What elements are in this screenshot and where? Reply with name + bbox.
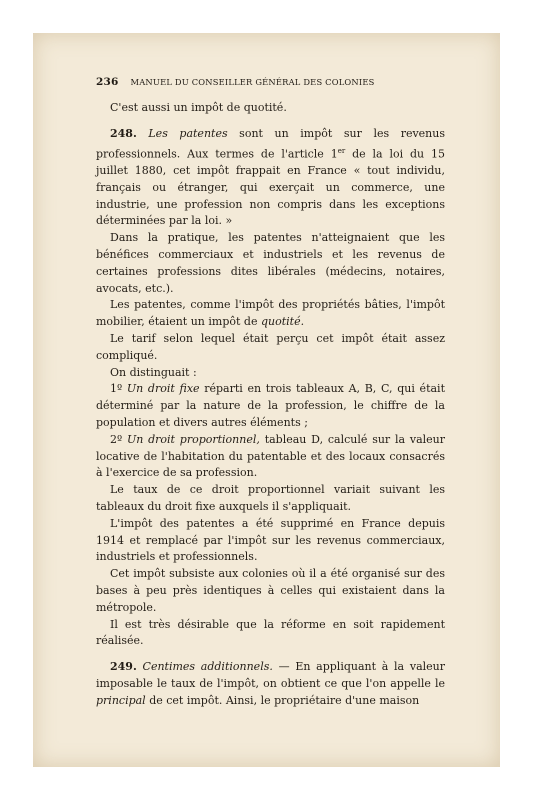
paragraph: Il est très désirable que la réforme en soit rapidement réalisée. <box>96 617 445 648</box>
paragraph: Le tarif selon lequel était perçu cet impôt était assez compliqué. <box>96 332 445 362</box>
running-title: MANUEL DU CONSEILLER GÉNÉRAL DES COLONIES <box>130 77 375 87</box>
paragraph: Cet impôt subsiste aux colonies où il a été organisé sur des bases à peu près identiques à celles qui existaient dans la métropole. <box>96 567 445 614</box>
section-number: 248. <box>110 126 137 140</box>
paragraph-248: 248. Les patentes sont un impôt sur les revenus professionnels. Aux termes de l'article 1er de la loi du 15 juillet 1880, cet impôt frappait en France « tout individu, français ou étranger, qui exerçait un commerce, une industrie, une profession non compris dans les exceptions déterminées par la loi. » <box>96 126 445 228</box>
paragraph: Les patentes, comme l'impôt des propriétés bâties, l'impôt mobilier, étaient un impôt de quotité. <box>96 298 445 329</box>
paragraph: Le taux de ce droit proportionnel variait suivant les tableaux du droit fixe auxquels il s'appliquait. <box>96 483 445 513</box>
paragraph: C'est aussi un impôt de quotité. <box>110 101 287 114</box>
page-number: 236 <box>96 76 119 88</box>
paragraph: Dans la pratique, les patentes n'atteignaient que les bénéfices commerciaux et industriels et les revenus de certaines professions dites libérales (médecins, notaires, avocats, etc.). <box>96 231 445 295</box>
body-text <box>96 100 445 710</box>
paragraph: On distinguait : <box>110 365 197 379</box>
paragraph-249: 249. Centimes additionnels. — En appliquant à la valeur imposable le taux de l'impôt, on obtient ce que l'on appelle le principal de cet impôt. Ainsi, le propriétaire d'une maison <box>96 660 445 707</box>
list-item: 2º Un droit proportionnel, tableau D, calculé sur la valeur locative de l'habitation du patentable et des locaux consacrés à l'exercice de sa profession. <box>96 432 446 480</box>
section-title: Les patentes <box>148 126 228 140</box>
section-title: Centimes additionnels. <box>142 660 273 674</box>
running-header <box>96 76 446 88</box>
paragraph: L'impôt des patentes a été supprimé en France depuis 1914 et remplacé par l'impôt sur les revenus commerciaux, industriels et professionnels. <box>96 516 445 564</box>
section-number: 249. <box>110 660 137 674</box>
list-item: 1º Un droit fixe réparti en trois tableaux A, B, C, qui était déterminé par la nature de la profession, le chiffre de la population et divers autres éléments ; <box>96 382 445 429</box>
